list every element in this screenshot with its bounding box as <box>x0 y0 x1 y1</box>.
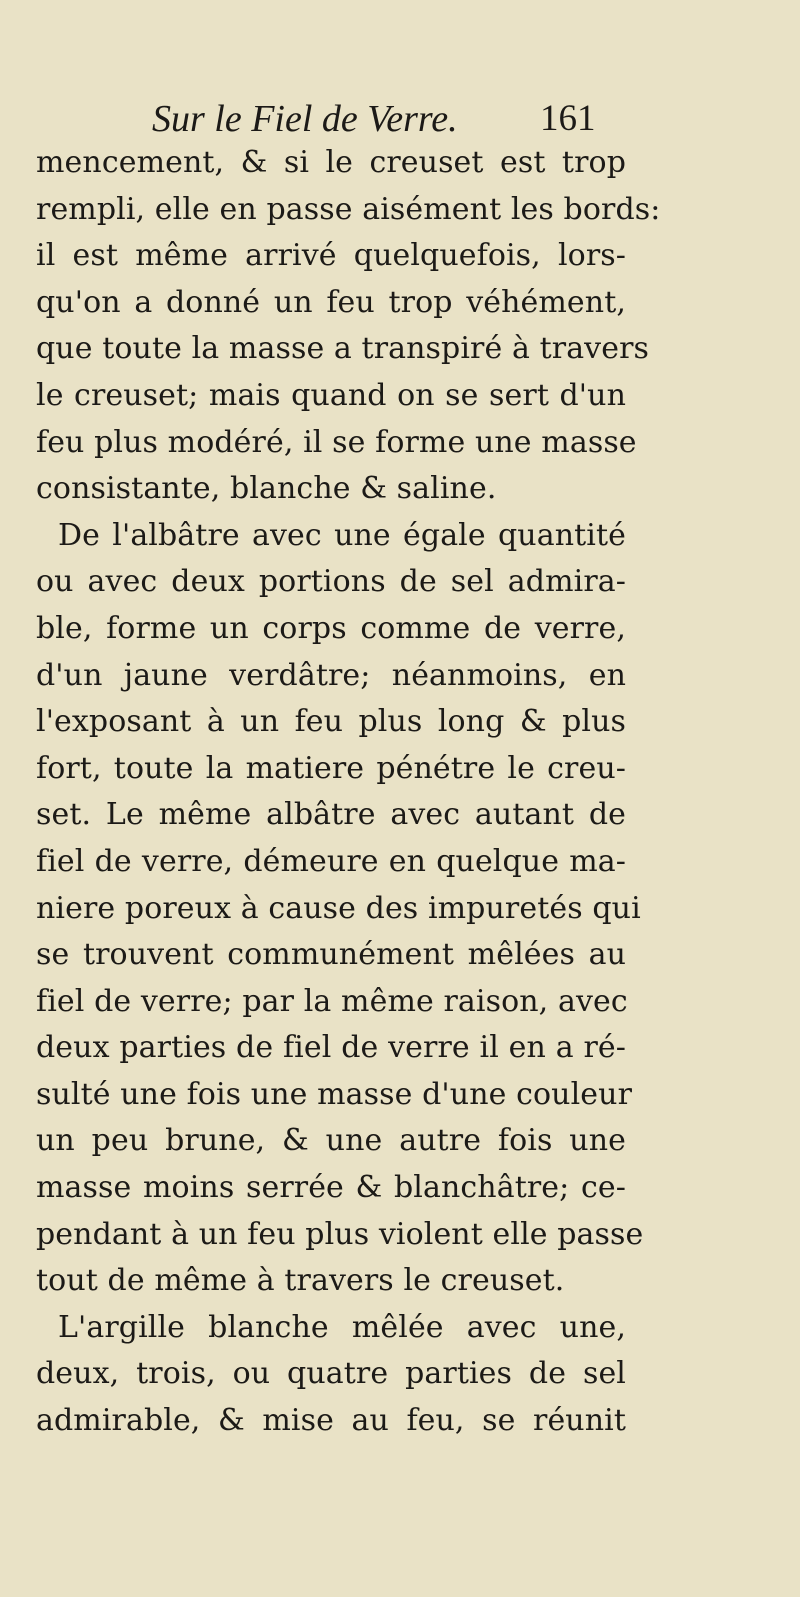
text-line: il est même arrivé quelquefois, lors- <box>36 238 626 274</box>
text-line: deux, trois, ou quatre parties de sel <box>36 1356 626 1392</box>
running-title: Sur le Fiel de Verre. <box>152 98 458 140</box>
text-line: feu plus modéré, il se forme une masse <box>36 424 637 460</box>
text-line: sulté une fois une masse d'une couleur <box>36 1076 633 1112</box>
text-line: fiel de verre; par la même raison, avec <box>36 983 628 1019</box>
text-line: niere poreux à cause des impuretés qui <box>36 890 641 926</box>
text-line: fiel de verre, démeure en quelque ma- <box>36 843 626 879</box>
paragraph-start-line: De l'albâtre avec une égale quantité <box>58 517 626 553</box>
text-line: consistante, blanche & saline. <box>36 471 497 507</box>
text-line: ble, forme un corps comme de verre, <box>36 610 626 646</box>
text-line: un peu brune, & une autre fois une <box>36 1123 626 1159</box>
text-line: set. Le même albâtre avec autant de <box>36 797 626 833</box>
text-line: admirable, & mise au feu, se réunit <box>36 1403 626 1439</box>
text-line: tout de même à travers le creuset. <box>36 1263 565 1299</box>
text-line: mencement, & si le creuset est trop <box>36 145 626 180</box>
text-line: d'un jaune verdâtre; néanmoins, en <box>36 657 626 693</box>
text-line: rempli, elle en passe aisément les bords: <box>36 191 661 227</box>
text-line: ou avec deux portions de sel admira- <box>36 564 626 600</box>
text-line: que toute la masse a transpiré à travers <box>36 331 650 367</box>
text-line: deux parties de fiel de verre il en a ré- <box>36 1030 626 1066</box>
text-line: fort, toute la matiere pénétre le creu- <box>36 750 626 786</box>
body-text <box>36 140 661 1445</box>
paragraph-start-line: L'argille blanche mêlée avec une, <box>58 1309 626 1345</box>
text-line: l'exposant à un feu plus long & plus <box>36 704 626 740</box>
page-header <box>152 98 622 140</box>
text-line: se trouvent communément mêlées au <box>36 937 626 973</box>
page-number: 161 <box>540 98 596 139</box>
text-line: pendant à un feu plus violent elle passe <box>36 1216 644 1252</box>
text-line: le creuset; mais quand on se sert d'un <box>36 377 626 413</box>
text-line: masse moins serrée & blanchâtre; ce- <box>36 1170 626 1206</box>
text-line: qu'on a donné un feu trop véhément, <box>36 284 626 320</box>
